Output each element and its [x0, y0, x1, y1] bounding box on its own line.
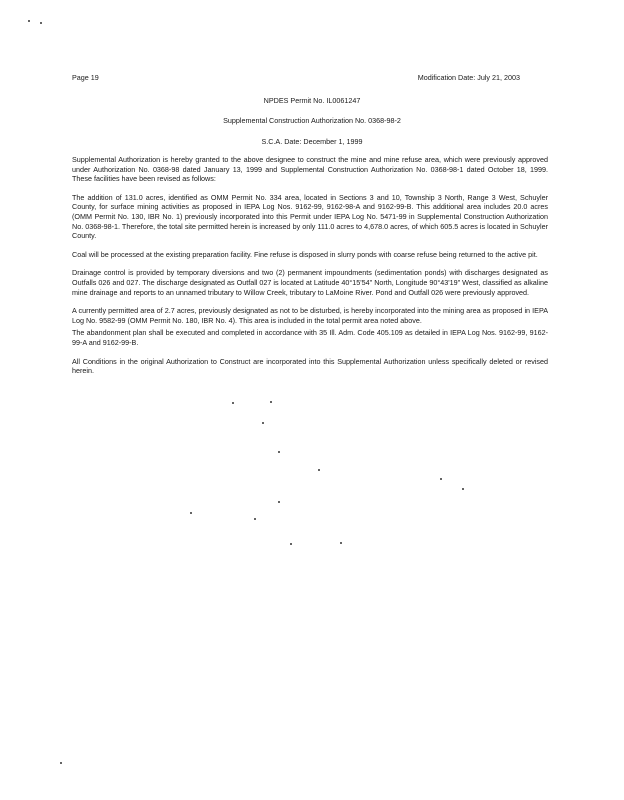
scan-speck	[278, 501, 280, 503]
scan-speck	[254, 518, 256, 520]
scan-speck	[28, 20, 30, 22]
scan-speck	[290, 543, 292, 545]
document-body	[72, 155, 548, 385]
paragraph-authorization-grant: Supplemental Authorization is hereby granted to the above designee to construct the mine and mine refuse area, which were previously approved under Authorization No. 0368-98 dated January 13, 1999 and Supplemental Construction Authorization No. 0368-98-1 dated October 18, 1999. These facilities have been revised as follows:	[72, 155, 548, 184]
scan-speck	[462, 488, 464, 490]
scan-speck	[232, 402, 234, 404]
permit-number: NPDES Permit No. IL0061247	[263, 96, 361, 105]
modification-date: Modification Date: July 21, 2003	[417, 73, 520, 82]
authorization-number: Supplemental Construction Authorization No. 0368-98-2	[223, 116, 401, 125]
scan-speck	[440, 478, 442, 480]
page-number: Page 19	[72, 73, 99, 82]
paragraph-acreage-addition: The addition of 131.0 acres, identified as OMM Permit No. 334 area, located in Sections 3 and 10, Township 3 North, Range 3 West, Schuyler County, for surface mining activities as proposed in IEPA Log Nos. 9162-99, 9162-98-A and 9162-99-B. This additional area includes 20.0 acres (OMM Permit No. 130, IBR No. 1) previously incorporated into this Permit under IEPA Log No. 5471-99 in Supplemental Construction Authorization No. 0368-98-1. Therefore, the total site permitted herein is increased by only 111.0 acres to 4,678.0 acres, of which 605.5 acres is located in Schuyler County.	[72, 192, 548, 241]
paragraph-conditions: All Conditions in the original Authorization to Construct are incorporated into this Supplemental Authorization unless specifically deleted or revised herein.	[72, 356, 548, 376]
scan-speck	[40, 22, 42, 24]
scan-speck	[262, 422, 264, 424]
scan-speck	[318, 469, 320, 471]
paragraph-permitted-area: A currently permitted area of 2.7 acres, previously designated as not to be disturbed, is hereby incorporated into the mining area as proposed in IEPA Log No. 9582-99 (OMM Permit No. 180, IBR No. 4). This area is included in the total permit area noted above.	[72, 306, 548, 325]
paragraph-drainage-control: Drainage control is provided by temporary diversions and two (2) permanent impoundments (sedimentation ponds) with discharges designated as Outfalls 026 and 027. The discharge designated as Outfall 027 is located at Latitude 40°15'54" North, Longitude 90°43'19" West, classified as alkaline mine drainage and reports to an unnamed tributary to Willow Creek, tributary to LaMoine River. Pond and Outfall 026 were previously approved.	[72, 268, 548, 297]
paragraph-abandonment-plan: The abandonment plan shall be executed and completed in accordance with 35 Ill. Adm. Code 405.109 as detailed in IEPA Log Nos. 9162-99, 9162-99-A and 9162-99-B.	[72, 328, 548, 347]
scan-speck	[60, 762, 62, 764]
scan-speck	[190, 512, 192, 514]
sca-date: S.C.A. Date: December 1, 1999	[261, 137, 363, 146]
scan-speck	[278, 451, 280, 453]
scan-speck	[340, 542, 342, 544]
paragraph-coal-processing: Coal will be processed at the existing preparation facility. Fine refuse is disposed in slurry ponds with coarse refuse being returned to the active pit.	[72, 249, 538, 259]
scan-speck	[270, 401, 272, 403]
